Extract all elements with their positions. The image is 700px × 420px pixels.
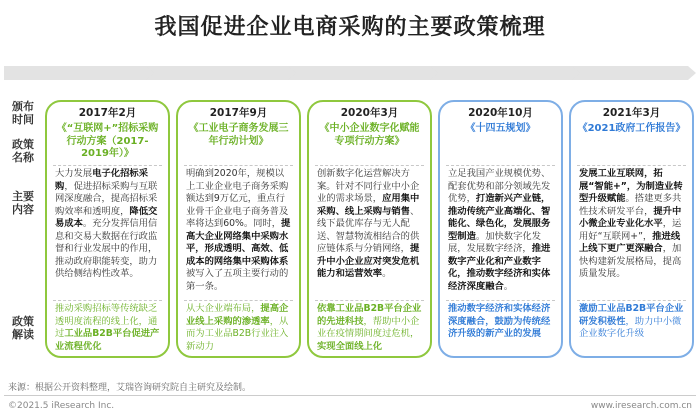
policy-column	[569, 100, 694, 358]
main-content: 大力发展电子化招标采购，促进招标采购与互联网深度融合，提高招标采购效率和透明度，降低交易成本。充分发挥信用信息和交易大数据在行政监督和行业发展中的作用，推动政府职能转变，助力供给侧结构性改革。	[55, 168, 158, 279]
policy-interpretation: 从大企业端布局，提高企业线上采购的渗透率，从而为工业品B2B行业注入新动力	[186, 303, 289, 352]
row-label-date: 颁布 时间	[12, 100, 34, 126]
page-title: 我国促进企业电商采购的主要政策梳理	[154, 15, 546, 40]
issue-date: 2021年3月	[602, 107, 661, 119]
policy-name: 《“互联网+”招标采购行动方案（2017-2019年）》	[56, 123, 159, 159]
issue-date: 2020年10月	[468, 107, 533, 119]
source-note: 来源：根据公开资料整理，艾瑞咨询研究院自主研究及绘制。	[8, 383, 252, 393]
footer-divider	[4, 395, 696, 396]
issue-date: 2017年9月	[209, 107, 268, 119]
main-content: 立足我国产业规模优势、配套优势和部分领域先发优势，打造新兴产业链，推动传统产业高端化、智能化、绿色化，发展服务型制造。加快数字化发展，发展数字经济，推进数字产业化和产业数字化，推动数字经济和实体经济深度融合。	[448, 168, 551, 292]
issue-date: 2020年3月	[340, 107, 399, 119]
policy-column	[176, 100, 301, 358]
copyright: ©2021.5 iResearch Inc.	[8, 401, 115, 411]
main-content: 发展工业互联网，拓展“智能+”，为制造业转型升级赋能。搭建更多共性技术研发平台，提升中小微企业专业化水平，运用好“互联网+”，推进线上线下更广更深融合，加快构建新发展格局，提高质量发展。	[579, 168, 683, 279]
policy-column	[45, 100, 170, 358]
policy-name: 《工业电子商务发展三年行动计划》	[188, 123, 289, 147]
row-label-policy: 政策 名称	[12, 138, 34, 164]
policy-interpretation: 推动采购招标等传统缺乏透明度流程的线上化，通过工业品B2B平台促进产业流程优化	[55, 303, 160, 352]
main-content: 明确到2020年，规模以上工业企业电子商务采购额达到9万亿元，重点行业骨干企业电子商务普及率将达到60%。同时，提高大企业网络集中采购水平，形成透明、高效、低成本的网络集中采购体系被写入了五项主要行动的第一条。	[186, 168, 291, 292]
policy-interpretation: 推动数字经济和实体经济深度融合，鼓励为传统经济升级的新产业的发展	[448, 303, 551, 339]
main-content: 创新数字化运营解决方案。针对不同行业中小企业的需求场景，应用集中采购、线上采购与销售、线下最优库存与无人配送、智慧物流相结合的供应链体系与分销网络，提升中小企业应对突发危机能力和运营效率。	[317, 168, 420, 279]
policy-interpretation: 依靠工业品B2B平台企业的先进科技，帮助中小企业在疫情期间度过危机，实现全面线上化	[317, 303, 422, 352]
policy-column	[307, 100, 432, 358]
policy-name: 《中小企业数字化赋能专项行动方案》	[319, 123, 420, 147]
row-label-content: 主要 内容	[12, 190, 34, 216]
timeline-chevron-bar	[4, 66, 696, 80]
row-label-interpretation: 政策 解读	[12, 315, 34, 341]
policy-interpretation: 激励工业品B2B平台企业研发积极性，助力中小微企业数字化升级	[579, 303, 684, 339]
website-url: www.iresearch.com.cn	[590, 401, 692, 411]
policy-name: 《十四五规划》	[465, 123, 536, 134]
policy-name: 《2021政府工作报告》	[577, 123, 686, 134]
issue-date: 2017年2月	[78, 107, 137, 119]
policy-column	[438, 100, 563, 358]
